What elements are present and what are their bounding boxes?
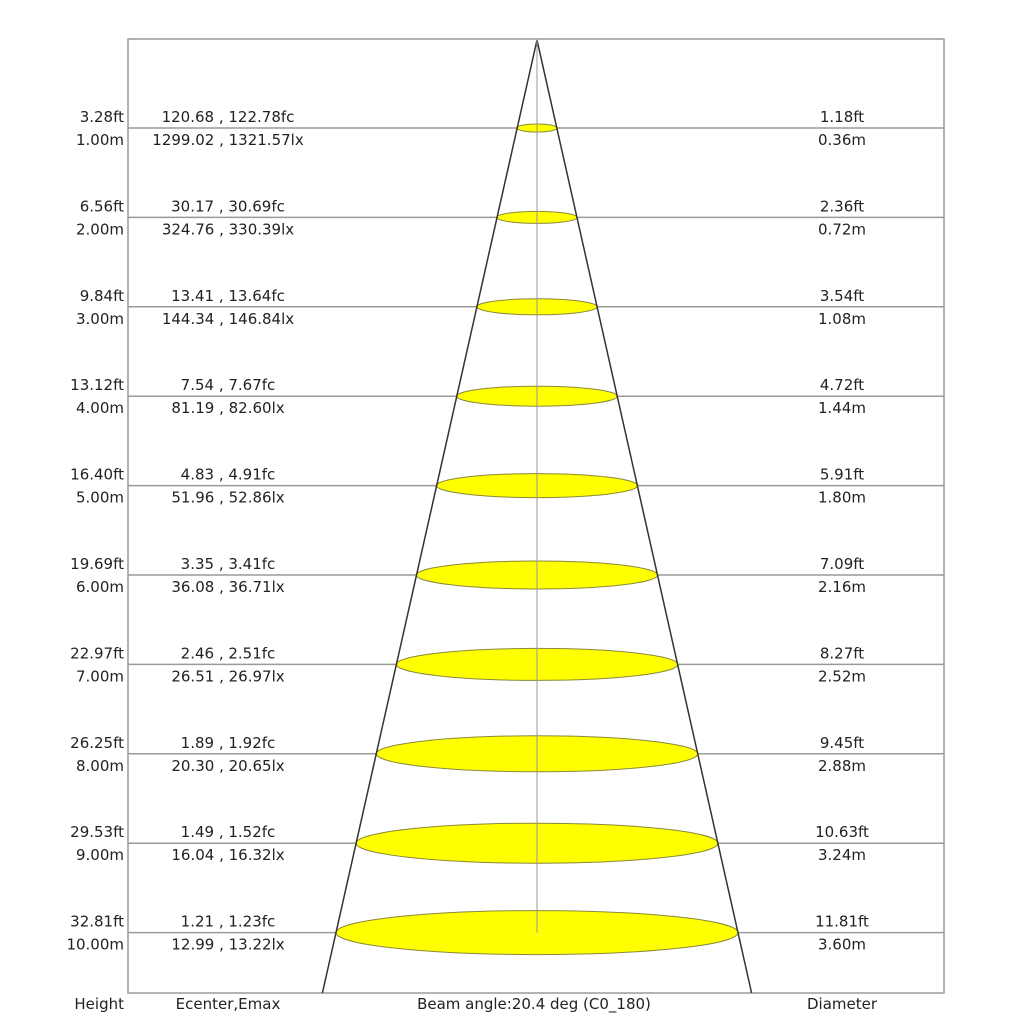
height-m-label: 7.00m xyxy=(75,667,124,686)
ecenter-fc-label: 120.68 , 122.78fc xyxy=(161,108,295,126)
height-m-label: 4.00m xyxy=(75,399,124,418)
height-ft-label: 26.25ft xyxy=(70,733,124,752)
ecenter-lx-label: 81.19 , 82.60lx xyxy=(171,399,285,418)
diameter-m-label: 2.88m xyxy=(817,756,867,775)
height-ft-label: 16.40ft xyxy=(70,465,124,484)
ecenter-lx-label: 26.51 , 26.97lx xyxy=(171,667,285,686)
height-m-label: 2.00m xyxy=(75,220,124,239)
diameter-m-label: 2.52m xyxy=(817,667,867,686)
ecenter-fc-label: 7.54 , 7.67fc xyxy=(180,376,276,395)
diameter-m-label: 1.08m xyxy=(817,309,867,328)
ecenter-fc-label: 4.83 , 4.91fc xyxy=(180,465,276,484)
ecenter-fc-label: 3.35 , 3.41fc xyxy=(180,555,276,573)
ecenter-fc-label: 1.49 , 1.52fc xyxy=(180,823,276,842)
ecenter-fc-label: 2.46 , 2.51fc xyxy=(180,644,276,663)
height-ft-label: 6.56ft xyxy=(79,197,124,216)
diameter-ft-label: 2.36ft xyxy=(819,197,865,216)
footer-height-label: Height xyxy=(74,995,124,1013)
height-ft-label: 13.12ft xyxy=(70,376,124,395)
diameter-ft-label: 1.18ft xyxy=(819,108,865,126)
height-m-label: 10.00m xyxy=(66,935,124,954)
height-ft-label: 22.97ft xyxy=(70,644,124,663)
height-m-label: 9.00m xyxy=(75,846,124,865)
height-ft-label: 19.69ft xyxy=(70,555,124,573)
ecenter-fc-label: 1.21 , 1.23fc xyxy=(180,912,276,931)
diameter-ft-label: 4.72ft xyxy=(819,376,865,395)
ecenter-fc-label: 13.41 , 13.64fc xyxy=(171,286,285,305)
height-m-label: 6.00m xyxy=(75,578,124,596)
height-m-label: 1.00m xyxy=(75,131,124,149)
table-row xyxy=(76,108,944,149)
ecenter-fc-label: 1.89 , 1.92fc xyxy=(180,733,276,752)
diameter-m-label: 0.36m xyxy=(817,131,867,149)
ecenter-lx-label: 12.99 , 13.22lx xyxy=(171,935,285,954)
footer-beam-label: Beam angle:20.4 deg (C0_180) xyxy=(417,995,651,1013)
height-m-label: 5.00m xyxy=(75,488,124,507)
diameter-m-label: 1.80m xyxy=(817,488,867,507)
height-ft-label: 32.81ft xyxy=(70,912,124,931)
footer-ecenter-label: Ecenter,Emax xyxy=(175,995,281,1013)
ecenter-lx-label: 144.34 , 146.84lx xyxy=(161,309,295,328)
diameter-m-label: 3.60m xyxy=(817,935,867,954)
height-m-label: 8.00m xyxy=(75,756,124,775)
diameter-ft-label: 10.63ft xyxy=(815,823,869,842)
height-ft-label: 29.53ft xyxy=(70,823,124,842)
height-ft-label: 9.84ft xyxy=(79,286,124,305)
diameter-m-label: 2.16m xyxy=(817,578,867,596)
footer-diameter-label: Diameter xyxy=(806,995,878,1013)
ecenter-lx-label: 20.30 , 20.65lx xyxy=(171,756,285,775)
diameter-ft-label: 5.91ft xyxy=(819,465,865,484)
ecenter-fc-label: 30.17 , 30.69fc xyxy=(171,197,285,216)
ecenter-lx-label: 324.76 , 330.39lx xyxy=(161,220,295,239)
diameter-m-label: 1.44m xyxy=(817,399,867,418)
ecenter-lx-label: 1299.02 , 1321.57lx xyxy=(152,131,304,149)
diameter-ft-label: 8.27ft xyxy=(819,644,865,663)
ecenter-lx-label: 36.08 , 36.71lx xyxy=(171,578,285,596)
diameter-m-label: 0.72m xyxy=(817,220,867,239)
beam-layer xyxy=(322,40,751,993)
ecenter-lx-label: 16.04 , 16.32lx xyxy=(171,846,285,865)
diameter-m-label: 3.24m xyxy=(817,846,867,865)
ecenter-lx-label: 51.96 , 52.86lx xyxy=(171,488,285,507)
diameter-ft-label: 7.09ft xyxy=(819,555,865,573)
height-m-label: 3.00m xyxy=(75,309,124,328)
diameter-ft-label: 11.81ft xyxy=(815,912,869,931)
height-ft-label: 3.28ft xyxy=(79,108,124,126)
diameter-ft-label: 9.45ft xyxy=(819,733,865,752)
diameter-ft-label: 3.54ft xyxy=(819,286,865,305)
